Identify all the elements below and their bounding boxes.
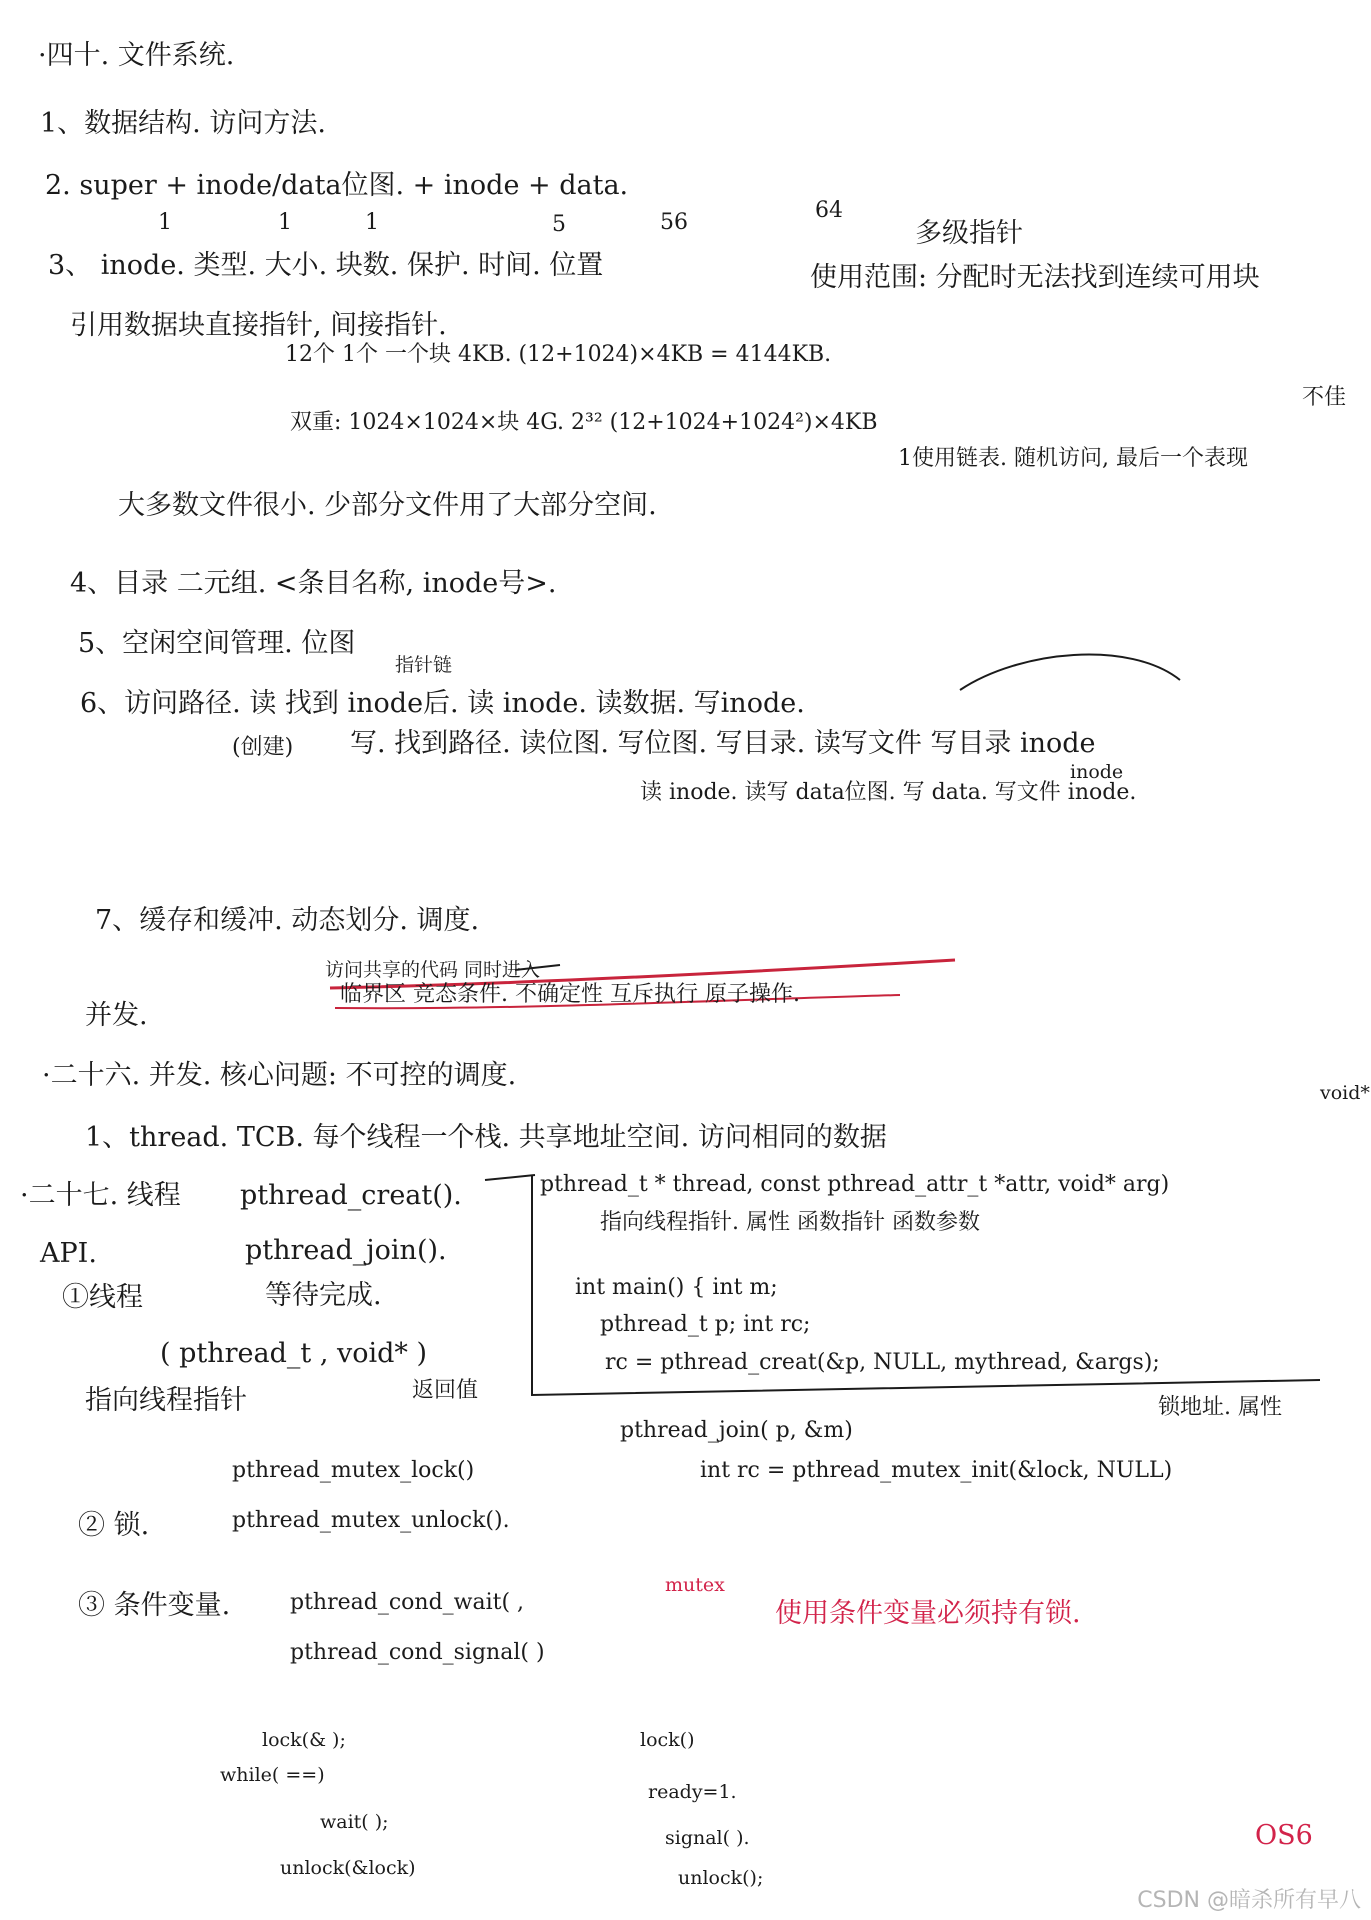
red-note: 使用条件变量必须持有锁.: [775, 1598, 1081, 1629]
line-3c: 双重: 1024×1024×块 4G. 2³² (12+1024+1024²)×4KB: [290, 410, 878, 435]
circle-1-thread: ①线程: [62, 1282, 143, 1313]
concurrency-top-note: 访问共享的代码 同时进入: [325, 959, 541, 981]
code-line-4: pthread_join( p, &m): [620, 1418, 853, 1443]
side-note-2: 使用范围: 分配时无法找到连续可用块: [810, 262, 1260, 293]
line-5: 5、空闲空间管理. 位图: [78, 628, 356, 659]
section-26-line-1: 1、thread. TCB. 每个线程一个栈. 共享地址空间. 访问相同的数据: [85, 1122, 887, 1153]
mutex-init: int rc = pthread_mutex_init(&lock, NULL): [700, 1458, 1173, 1483]
line-3d: 大多数文件很小. 少部分文件用了大部分空间.: [118, 490, 657, 521]
circle-3-condvar: ③ 条件变量.: [78, 1590, 231, 1621]
join-label-1: 指向线程指针: [85, 1385, 247, 1416]
l2-num-2: 1: [278, 210, 292, 235]
concurrency-main: 临界区 竞态条件. 不确定性 互斥执行 原子操作.: [340, 982, 800, 1007]
side-note-1: 多级指针: [915, 218, 1023, 249]
code-line-2: pthread_t p; int rc;: [600, 1312, 811, 1337]
line-3b: 引用数据块直接指针, 间接指针.: [70, 310, 447, 341]
side-note-4: 1使用链表. 随机访问, 最后一个表现: [898, 446, 1248, 471]
api-label: API.: [40, 1238, 97, 1269]
lock-header: 锁地址. 属性: [1158, 1395, 1282, 1420]
line-3b-nums: 12个 1个 一个块 4KB. (12+1024)×4KB = 4144KB.: [285, 342, 832, 367]
line-6: 6、访问路径. 读 找到 inode后. 读 inode. 读数据. 写inode.: [80, 688, 805, 719]
wait-done: 等待完成.: [265, 1280, 382, 1311]
code-line-3: rc = pthread_creat(&p, NULL, mythread, &args);: [605, 1350, 1160, 1375]
code-left-3: wait( );: [320, 1811, 389, 1833]
line-2: 2. super + inode/data位图. + inode + data.: [45, 170, 629, 201]
bracket-top: [485, 1175, 535, 1180]
create-args: pthread_t * thread, const pthread_attr_t *attr, void* arg): [540, 1172, 1170, 1197]
l2-num-1: 1: [158, 210, 172, 235]
line-1: 1、数据结构. 访问方法.: [40, 108, 326, 139]
code-left-2: while( ==): [220, 1764, 325, 1786]
line-6b-prefix: (创建): [232, 735, 294, 760]
line-6b-small: inode: [1070, 761, 1124, 783]
side-note-3: 不佳: [1302, 385, 1347, 410]
code-right-1: lock(): [640, 1729, 695, 1751]
cond-signal: pthread_cond_signal( ): [290, 1640, 545, 1665]
watermark: CSDN @暗杀所有早八: [1137, 1888, 1361, 1913]
join-args: ( pthread_t , void* ): [160, 1338, 428, 1369]
mutex-unlock: pthread_mutex_unlock().: [232, 1508, 510, 1533]
l2-num-3: 1: [365, 210, 379, 235]
code-right-4: unlock();: [678, 1867, 764, 1889]
line-7: 7、缓存和缓冲. 动态划分. 调度.: [95, 905, 480, 936]
section-27-title: ·二十七. 线程: [20, 1180, 181, 1211]
code-right-2: ready=1.: [648, 1781, 737, 1803]
section-40-title: ·四十. 文件系统.: [38, 40, 235, 71]
line-6b: 写. 找到路径. 读位图. 写位图. 写目录. 读写文件 写目录 inode: [350, 728, 1096, 759]
create-args-labels: 指向线程指针. 属性 函数指针 函数参数: [600, 1210, 980, 1235]
line-5-small: 指针链: [395, 654, 453, 676]
line-6c: 读 inode. 读写 data位图. 写 data. 写文件 inode.: [640, 780, 1137, 805]
l2-num-5: 56: [660, 210, 688, 235]
circle-2-lock: ② 锁.: [78, 1510, 150, 1541]
page-mark: OS6: [1255, 1820, 1313, 1851]
line-4: 4、目录 二元组. <条目名称, inode号>.: [70, 568, 557, 599]
line-3: 3、 inode. 类型. 大小. 块数. 保护. 时间. 位置: [48, 250, 604, 281]
concurrency-label: 并发.: [85, 1000, 148, 1031]
code-left-4: unlock(&lock): [280, 1857, 416, 1879]
arc-stroke: [960, 655, 1180, 690]
code-left-1: lock(& );: [262, 1729, 346, 1751]
join-label-2: 返回值: [412, 1378, 479, 1403]
l2-num-4: 5: [552, 212, 566, 237]
pthread-create: pthread_creat().: [240, 1180, 462, 1211]
section-26-title: ·二十六. 并发. 核心问题: 不可控的调度.: [42, 1060, 517, 1091]
pthread-join: pthread_join().: [245, 1235, 447, 1266]
code-line-1: int main() { int m;: [575, 1275, 778, 1300]
l2-num-6: 64: [815, 198, 843, 223]
void-star-note: void*: [1320, 1082, 1370, 1104]
code-right-3: signal( ).: [665, 1827, 750, 1849]
mutex-lock: pthread_mutex_lock(): [232, 1458, 475, 1483]
mutex-note: mutex: [665, 1574, 725, 1596]
cond-wait: pthread_cond_wait( ,: [290, 1590, 525, 1615]
